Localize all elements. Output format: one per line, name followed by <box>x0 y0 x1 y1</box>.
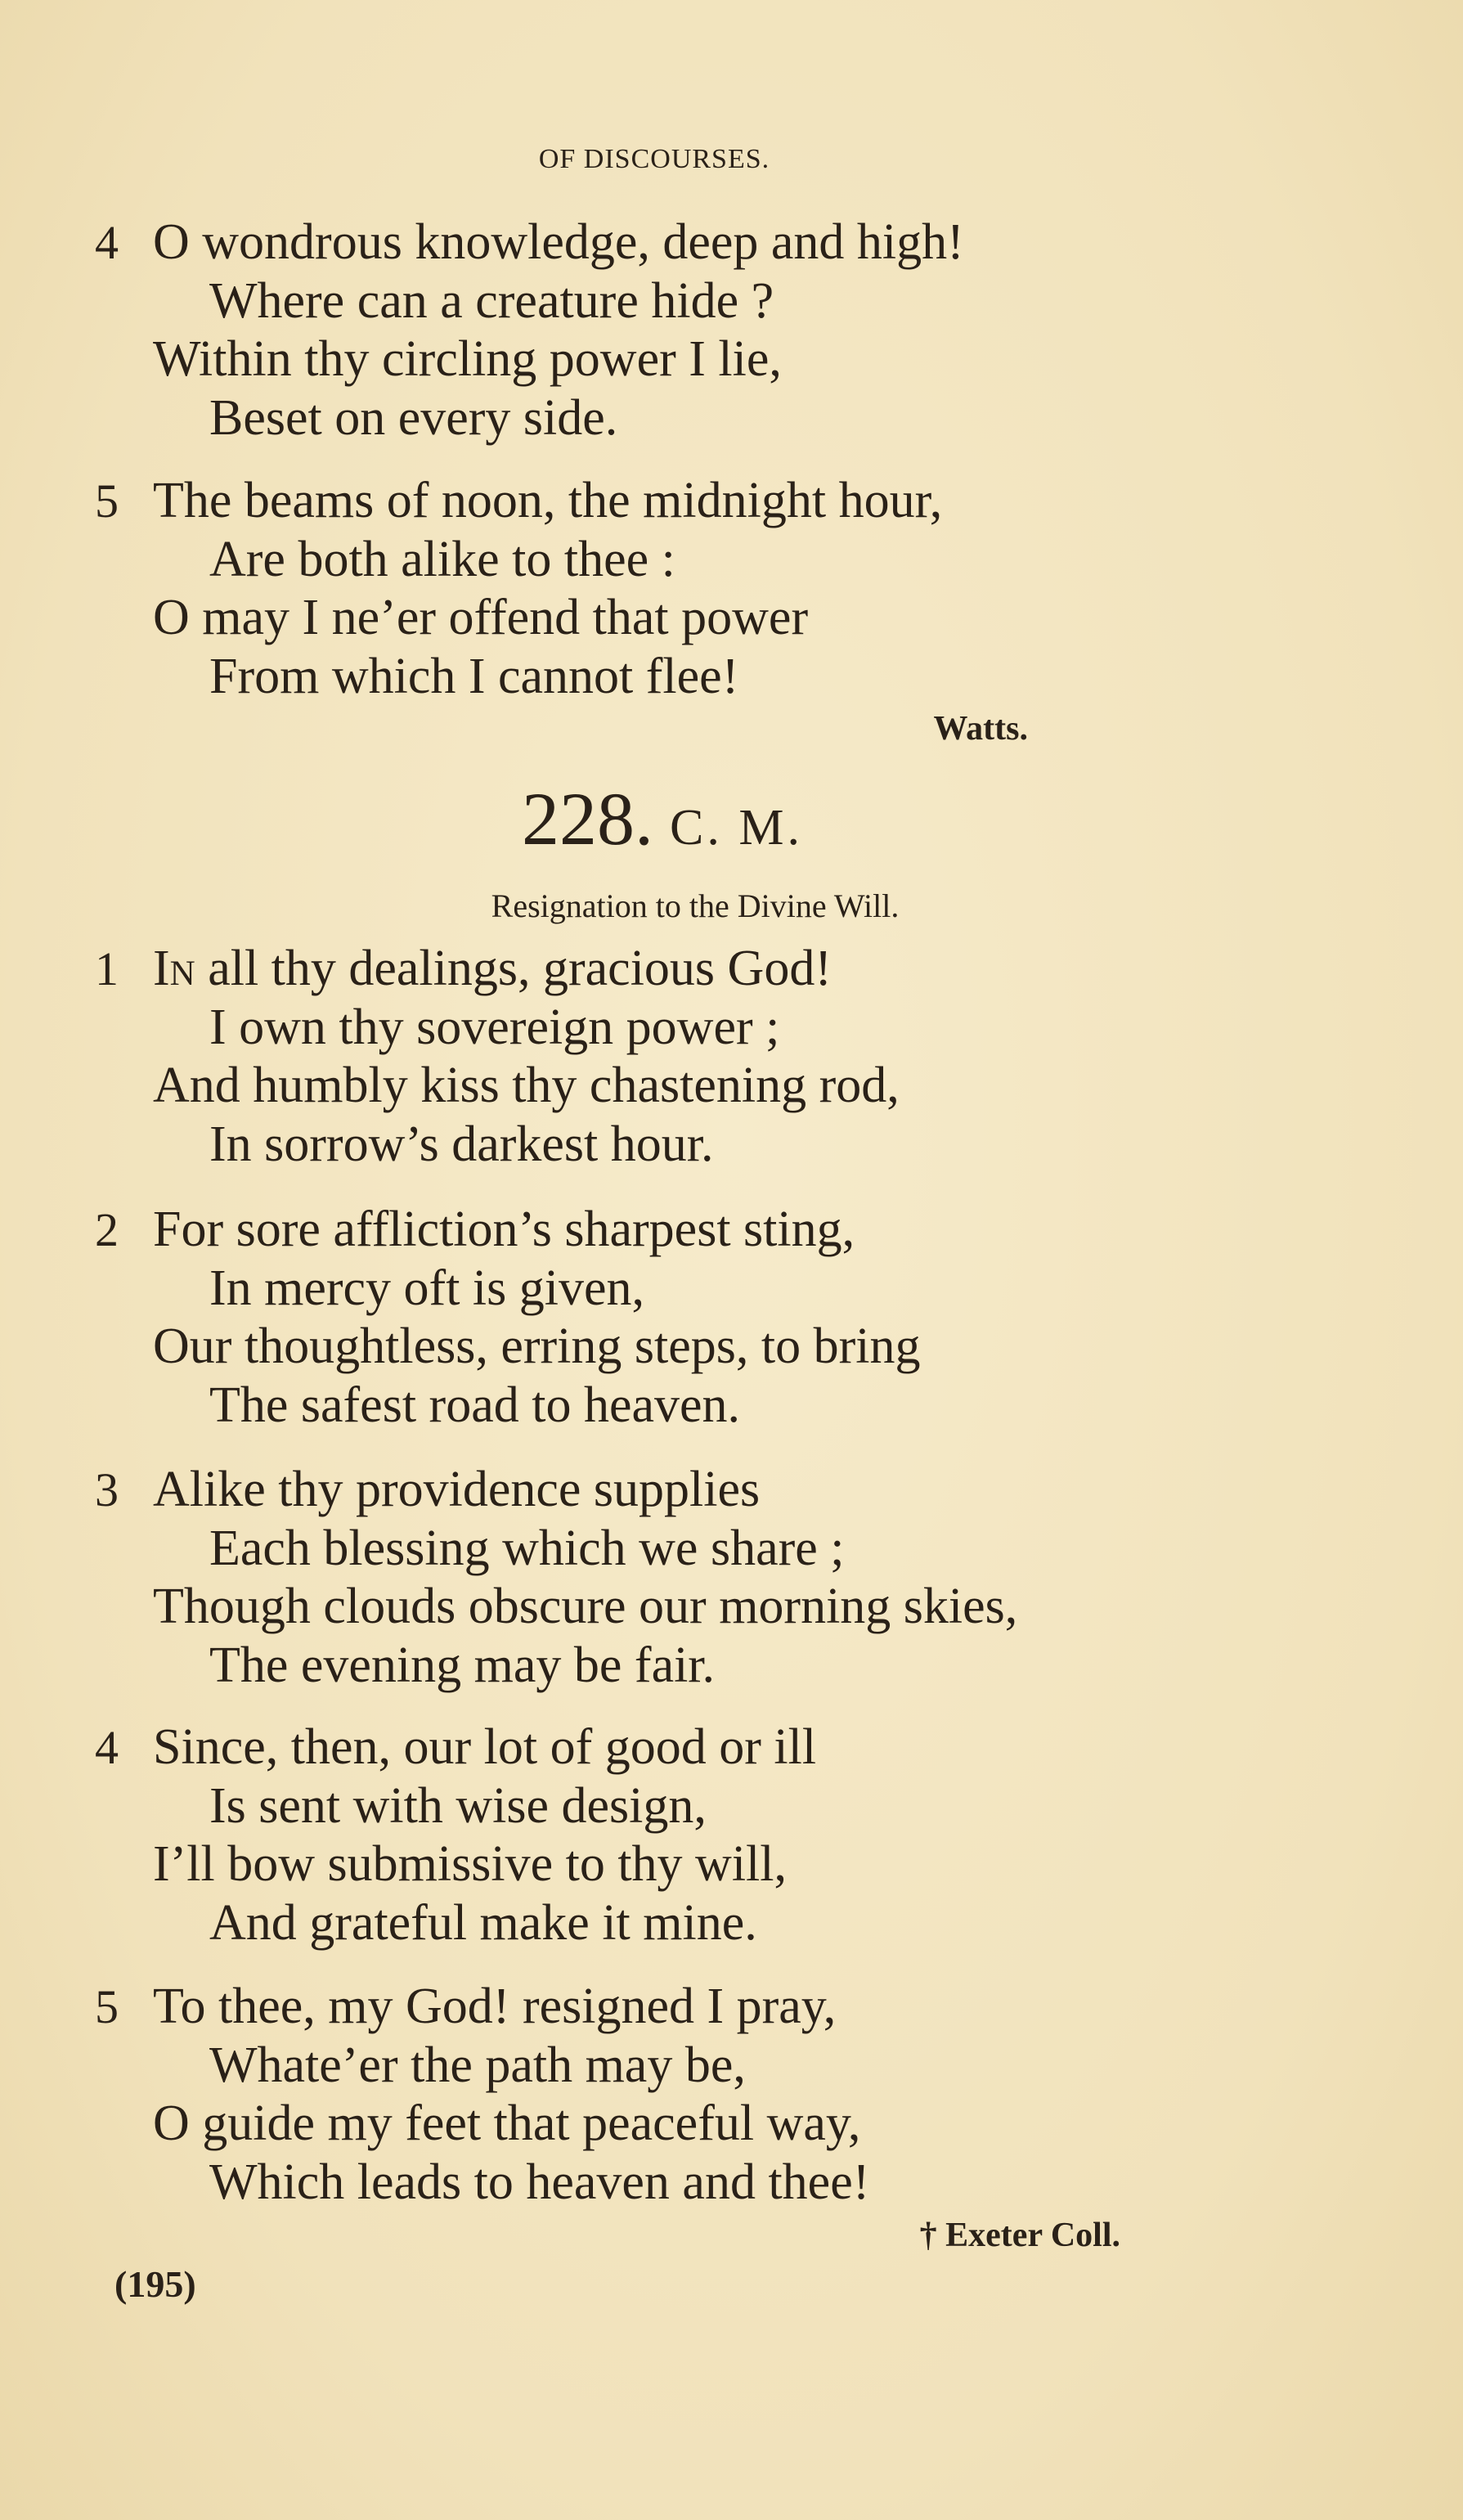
verse-line <box>209 2037 746 2093</box>
verse-line <box>209 531 675 587</box>
stanza-number: 4 <box>95 216 119 269</box>
verse-line <box>153 1060 900 1111</box>
stanza-number: 2 <box>95 1203 119 1256</box>
verse-line <box>153 2098 860 2149</box>
verse-line-text: The evening may be fair. <box>209 1637 716 1693</box>
verse-line-text: O wondrous knowledge, deep and high! <box>153 214 964 270</box>
hymn-title: Resignation to the Divine Will. <box>491 887 900 924</box>
verse-line-text: Though clouds obscure our morning skies, <box>153 1579 1018 1634</box>
verse-line-text: For sore affliction’s sharpest sting, <box>153 1202 855 1257</box>
verse-line-text: The beams of noon, the midnight hour, <box>153 473 943 528</box>
verse-line-text: Where can a creature hide ? <box>209 272 774 329</box>
verse-line <box>209 999 780 1055</box>
verse-line-text: O guide my feet that peaceful way, <box>153 2096 861 2151</box>
verse-line-text: I own thy sovereign power ; <box>209 999 780 1055</box>
verse-line <box>153 331 782 387</box>
verse-line <box>209 389 618 446</box>
verse-line-text: all thy dealings, gracious God! <box>195 941 832 996</box>
verse-line <box>209 1260 645 1316</box>
verse-line-text: Is sent with wise design, <box>209 1777 707 1834</box>
verse-line <box>209 1894 757 1951</box>
verse-line <box>153 1464 760 1515</box>
verse-line-text: I’ll bow submissive to thy will, <box>153 1836 787 1892</box>
verse-line-text: In mercy oft is given, <box>209 1260 645 1316</box>
verse-line-text: To thee, my God! resigned I pray, <box>153 1979 837 2034</box>
verse-line <box>153 475 942 526</box>
verse-line-text: Our thoughtless, erring steps, to bring <box>153 1318 921 1374</box>
verse-line <box>209 2154 870 2210</box>
stanza-number: 4 <box>95 1721 119 1774</box>
attribution-exeter: † Exeter Coll. <box>919 2217 1120 2254</box>
verse-line <box>153 592 808 643</box>
verse-line <box>209 1520 845 1576</box>
verse-line-text: Since, then, our lot of good or ill <box>153 1719 817 1775</box>
hymn-heading <box>0 777 1325 860</box>
verse-line-text: Which leads to heaven and thee! <box>209 2154 870 2210</box>
verse-line <box>209 1377 741 1433</box>
verse-line <box>153 1204 855 1255</box>
verse-line-text: Beset on every side. <box>209 389 618 446</box>
stanza-number: 5 <box>95 1980 119 2033</box>
verse-line-text: In sorrow’s darkest hour. <box>209 1116 714 1172</box>
verse-line <box>153 1581 1017 1632</box>
verse-line-text: Whate’er the path may be, <box>209 2037 746 2093</box>
verse-line <box>209 1637 716 1693</box>
verse-line <box>153 1719 817 1775</box>
verse-line <box>153 1318 921 1374</box>
hymn-number: 228. <box>522 777 653 860</box>
verse-line <box>209 1777 707 1834</box>
attribution-watts: Watts. <box>933 710 1028 748</box>
running-head: OF DISCOURSES. <box>538 144 770 174</box>
verse-line <box>153 214 964 270</box>
verse-line-text: And humbly kiss thy chastening rod, <box>153 1058 900 1113</box>
verse-line-text: Within thy circling power I lie, <box>153 331 782 387</box>
page-number: (195) <box>114 2263 196 2305</box>
verse-line-text: The safest road to heaven. <box>209 1377 741 1433</box>
verse-line-text: And grateful make it mine. <box>209 1894 757 1951</box>
stanza-number: 1 <box>95 942 119 995</box>
hymn-meter: C. M. <box>670 800 803 856</box>
verse-line-text: O may I ne’er offend that power <box>153 590 809 645</box>
verse-line-text: From which I cannot flee! <box>209 648 739 704</box>
first-word-smallcaps: In <box>153 941 195 996</box>
verse-line <box>153 1836 787 1892</box>
stanza-number: 5 <box>95 474 119 528</box>
verse-line-text: Are both alike to thee : <box>209 531 675 587</box>
verse-line-text: Each blessing which we share ; <box>209 1520 845 1576</box>
verse-line <box>153 1981 836 2032</box>
verse-line <box>209 272 774 329</box>
stanza-number: 3 <box>95 1463 119 1516</box>
verse-line <box>153 943 832 994</box>
verse-line-text: Alike thy providence supplies <box>153 1462 761 1517</box>
verse-line <box>209 1116 714 1172</box>
verse-line <box>209 648 739 704</box>
